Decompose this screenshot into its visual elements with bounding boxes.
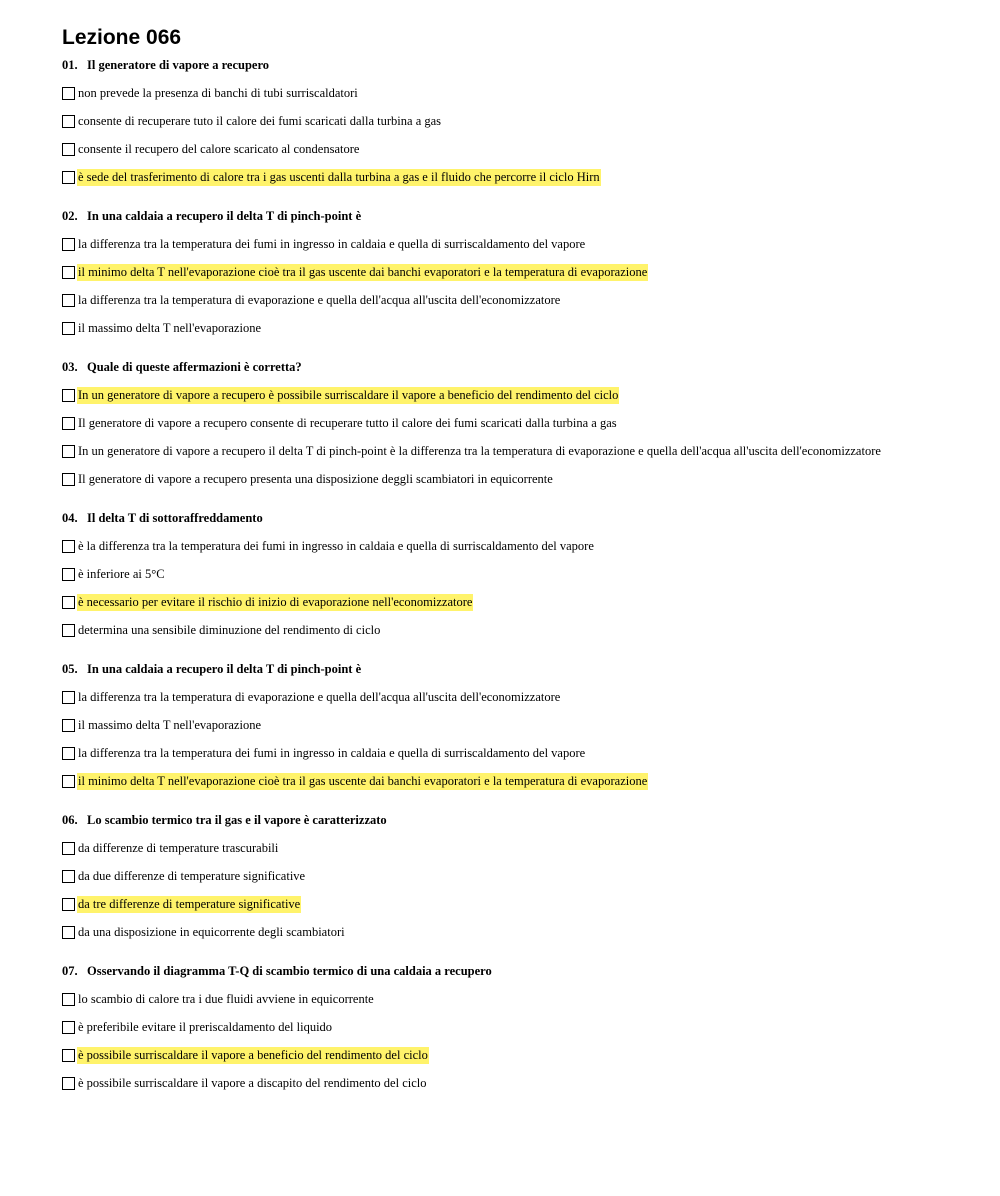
answer-text: è inferiore ai 5°C <box>78 566 165 581</box>
question-heading <box>62 957 962 985</box>
answer-text: il minimo delta T nell'evaporazione cioè tra il gas uscente dai banchi evaporatori e la temperatura di evaporazione <box>78 773 648 788</box>
answer-option[interactable] <box>62 230 962 258</box>
question-number: 04. <box>62 511 78 525</box>
page-title: Lezione 066 <box>62 26 182 49</box>
answer-text: è la differenza tra la temperatura dei fumi in ingresso in caldaia e quella di surriscaldamento del vapore <box>78 538 594 553</box>
question-number: 02. <box>62 209 78 223</box>
answer-option[interactable] <box>62 135 962 163</box>
question-heading <box>62 655 962 683</box>
answer-checkbox[interactable] <box>62 389 75 402</box>
answer-text: In un generatore di vapore a recupero il delta T di pinch-point è la differenza tra la temperatura di evaporazione e quella dell'acqua all'uscita dell'economizzatore <box>78 443 881 458</box>
answer-option[interactable] <box>62 314 962 342</box>
answer-text: è necessario per evitare il rischio di inizio di evaporazione nell'economizzatore <box>78 594 473 609</box>
answer-option[interactable] <box>62 286 962 314</box>
answer-option[interactable] <box>62 258 962 286</box>
answer-checkbox[interactable] <box>62 417 75 430</box>
answer-text: da differenze di temperature trascurabili <box>78 840 279 855</box>
question-block <box>62 353 962 493</box>
answer-checkbox[interactable] <box>62 322 75 335</box>
question-text: In una caldaia a recupero il delta T di pinch-point è <box>87 662 362 676</box>
answer-text: da una disposizione in equicorrente degli scambiatori <box>78 924 345 939</box>
answer-option[interactable] <box>62 588 962 616</box>
answer-option[interactable] <box>62 1041 962 1069</box>
answer-checkbox[interactable] <box>62 1049 75 1062</box>
question-text: Il delta T di sottoraffreddamento <box>87 511 263 525</box>
question-number: 07. <box>62 964 78 978</box>
answer-text: da due differenze di temperature significative <box>78 868 306 883</box>
answer-option[interactable] <box>62 1069 962 1097</box>
question-block <box>62 504 962 644</box>
question-number: 05. <box>62 662 78 676</box>
answer-text: è sede del trasferimento di calore tra i gas uscenti dalla turbina a gas e il fluido che percorre il ciclo Hirn <box>78 169 600 184</box>
answer-text: non prevede la presenza di banchi di tubi surriscaldatori <box>78 85 358 100</box>
answer-text: il massimo delta T nell'evaporazione <box>78 717 261 732</box>
answer-checkbox[interactable] <box>62 294 75 307</box>
question-number: 06. <box>62 813 78 827</box>
answer-checkbox[interactable] <box>62 473 75 486</box>
question-block <box>62 202 962 342</box>
question-heading <box>62 51 962 79</box>
answer-checkbox[interactable] <box>62 775 75 788</box>
answer-text: il minimo delta T nell'evaporazione cioè tra il gas uscente dai banchi evaporatori e la temperatura di evaporazione <box>78 264 648 279</box>
answer-text: è possibile surriscaldare il vapore a discapito del rendimento del ciclo <box>78 1075 427 1090</box>
question-spacer <box>62 795 962 806</box>
question-text: Quale di queste affermazioni è corretta? <box>87 360 302 374</box>
answer-option[interactable] <box>62 532 962 560</box>
question-spacer <box>62 493 962 504</box>
answer-option[interactable] <box>62 985 962 1013</box>
answer-text: lo scambio di calore tra i due fluidi avviene in equicorrente <box>78 991 374 1006</box>
answer-text: il massimo delta T nell'evaporazione <box>78 320 261 335</box>
answer-checkbox[interactable] <box>62 445 75 458</box>
question-block <box>62 806 962 946</box>
answer-option[interactable] <box>62 739 962 767</box>
answer-checkbox[interactable] <box>62 87 75 100</box>
answer-option[interactable] <box>62 616 962 644</box>
question-text: Osservando il diagramma T-Q di scambio termico di una caldaia a recupero <box>87 964 492 978</box>
answer-checkbox[interactable] <box>62 1021 75 1034</box>
answer-text: la differenza tra la temperatura di evaporazione e quella dell'acqua all'uscita dell'economizzatore <box>78 292 561 307</box>
question-spacer <box>62 342 962 353</box>
answer-checkbox[interactable] <box>62 926 75 939</box>
answer-checkbox[interactable] <box>62 993 75 1006</box>
answer-checkbox[interactable] <box>62 266 75 279</box>
question-spacer <box>62 191 962 202</box>
answer-checkbox[interactable] <box>62 143 75 156</box>
answer-checkbox[interactable] <box>62 568 75 581</box>
quiz-page <box>62 25 962 1097</box>
answer-text: consente di recuperare tuto il calore dei fumi scaricati dalla turbina a gas <box>78 113 442 128</box>
answer-text: consente il recupero del calore scaricato al condensatore <box>78 141 360 156</box>
answer-checkbox[interactable] <box>62 719 75 732</box>
question-heading <box>62 353 962 381</box>
answer-checkbox[interactable] <box>62 898 75 911</box>
answer-checkbox[interactable] <box>62 747 75 760</box>
answer-checkbox[interactable] <box>62 691 75 704</box>
answer-text: è preferibile evitare il preriscaldamento del liquido <box>78 1019 333 1034</box>
answer-checkbox[interactable] <box>62 842 75 855</box>
answer-option[interactable] <box>62 381 962 409</box>
question-number: 03. <box>62 360 78 374</box>
question-heading <box>62 202 962 230</box>
answer-option[interactable] <box>62 767 962 795</box>
answer-text: è possibile surriscaldare il vapore a beneficio del rendimento del ciclo <box>78 1047 428 1062</box>
answer-option[interactable] <box>62 1013 962 1041</box>
question-number: 01. <box>62 58 78 72</box>
answer-text: la differenza tra la temperatura dei fumi in ingresso in caldaia e quella di surriscaldamento del vapore <box>78 745 586 760</box>
answer-text: da tre differenze di temperature significative <box>78 896 301 911</box>
answer-option[interactable] <box>62 918 962 946</box>
answer-option[interactable] <box>62 834 962 862</box>
question-list <box>62 51 962 1097</box>
question-spacer <box>62 644 962 655</box>
answer-text: Il generatore di vapore a recupero consente di recuperare tutto il calore dei fumi scaricati dalla turbina a gas <box>78 415 617 430</box>
answer-text: la differenza tra la temperatura dei fumi in ingresso in caldaia e quella di surriscaldamento del vapore <box>78 236 586 251</box>
question-heading <box>62 504 962 532</box>
answer-text: determina una sensibile diminuzione del rendimento di ciclo <box>78 622 381 637</box>
answer-checkbox[interactable] <box>62 624 75 637</box>
answer-option[interactable] <box>62 409 962 437</box>
answer-option[interactable] <box>62 107 962 135</box>
answer-option[interactable] <box>62 890 962 918</box>
answer-option[interactable] <box>62 560 962 588</box>
answer-checkbox[interactable] <box>62 1077 75 1090</box>
question-block <box>62 957 962 1097</box>
question-block <box>62 655 962 795</box>
question-spacer <box>62 946 962 957</box>
answer-text: In un generatore di vapore a recupero è possibile surriscaldare il vapore a beneficio del rendimento del ciclo <box>78 387 619 402</box>
answer-text: la differenza tra la temperatura di evaporazione e quella dell'acqua all'uscita dell'economizzatore <box>78 689 561 704</box>
question-text: Lo scambio termico tra il gas e il vapore è caratterizzato <box>87 813 387 827</box>
question-text: Il generatore di vapore a recupero <box>87 58 270 72</box>
answer-option[interactable] <box>62 437 962 465</box>
question-block <box>62 51 962 191</box>
answer-option[interactable] <box>62 711 962 739</box>
answer-option[interactable] <box>62 862 962 890</box>
answer-checkbox[interactable] <box>62 870 75 883</box>
answer-checkbox[interactable] <box>62 115 75 128</box>
answer-checkbox[interactable] <box>62 596 75 609</box>
answer-checkbox[interactable] <box>62 171 75 184</box>
question-heading <box>62 806 962 834</box>
answer-option[interactable] <box>62 465 962 493</box>
answer-checkbox[interactable] <box>62 540 75 553</box>
answer-option[interactable] <box>62 163 962 191</box>
answer-option[interactable] <box>62 683 962 711</box>
answer-text: Il generatore di vapore a recupero presenta una disposizione deggli scambiatori in equicorrente <box>78 471 553 486</box>
answer-option[interactable] <box>62 79 962 107</box>
answer-checkbox[interactable] <box>62 238 75 251</box>
question-text: In una caldaia a recupero il delta T di pinch-point è <box>87 209 362 223</box>
